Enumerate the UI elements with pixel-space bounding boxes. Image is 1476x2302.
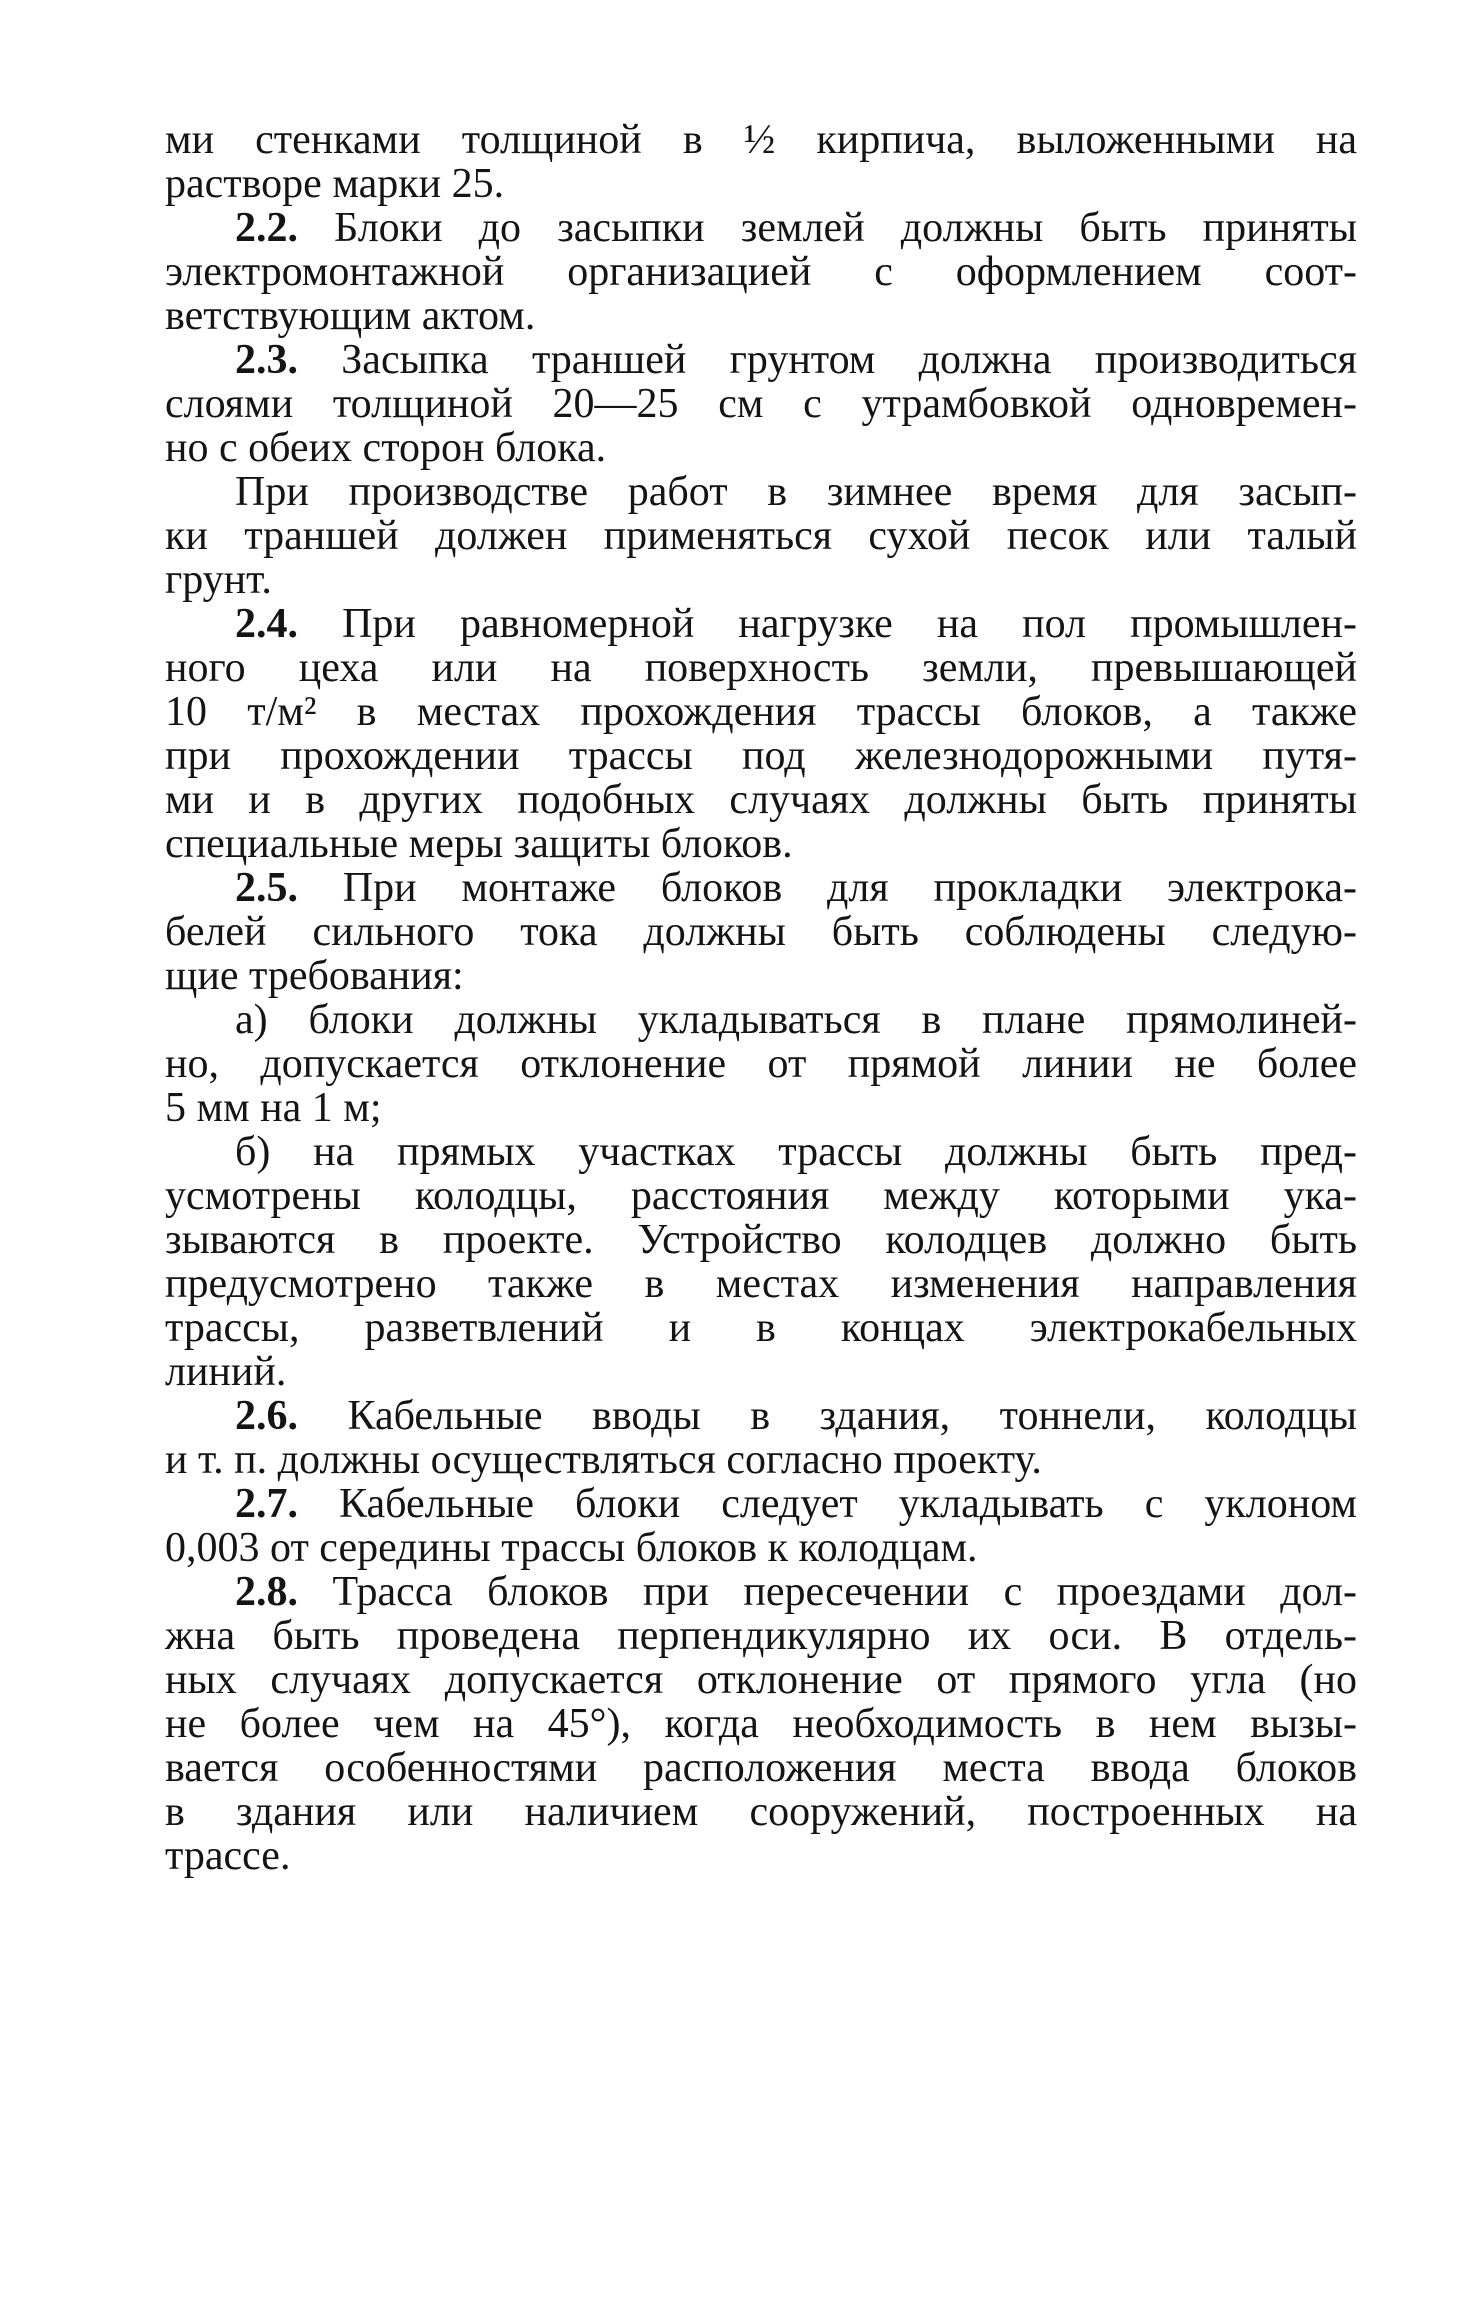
text-line: 0,003 от середины трассы блоков к колодцам. [165,1525,978,1571]
section-number: 2.4. [235,601,298,647]
text-span: Блоки до засыпки землей должны быть приняты [298,205,1357,251]
section-number: 2.3. [235,337,298,383]
text-span: Кабельные блоки следует укладывать с уклоном [298,1481,1357,1527]
text-span: При равномерной нагрузке на пол промышлен- [298,601,1357,647]
text-line [165,1570,1357,1614]
section-number: 2.7. [235,1481,298,1527]
text-line: линий. [165,1349,287,1395]
text-line: ми и в других подобных случаях должны быть приняты [165,777,1357,823]
text-line: жна быть проведена перпендикулярно их оси. В отдель- [165,1613,1357,1659]
text-line: При производстве работ в зимнее время для засып- [235,469,1357,515]
text-line: грунт. [165,557,272,603]
document-page [165,118,1357,1878]
text-line: зываются в проекте. Устройство колодцев должно быть [165,1217,1357,1263]
paragraph-2-2 [165,206,1357,338]
text-line: не более чем на 45°), когда необходимость в нем вызы- [165,1701,1357,1747]
section-number: 2.6. [235,1393,298,1439]
paragraph-2-8 [165,1570,1357,1878]
text-line: усмотрены колодцы, расстояния между которыми ука- [165,1173,1357,1219]
text-line: 10 т/м² в местах прохождения трассы блоков, а также [165,689,1357,735]
paragraph-item-a [165,998,1357,1130]
paragraph-2-7 [165,1482,1357,1570]
text-span: Трасса блоков при пересечении с проездами дол- [298,1569,1357,1615]
text-line: ки траншей должен применяться сухой песок или талый [165,513,1357,559]
text-line: и т. п. должны осуществляться согласно проекту. [165,1437,1042,1483]
section-number: 2.5. [235,865,298,911]
text-line: но с обеих сторон блока. [165,425,607,471]
text-line [165,1394,1357,1438]
paragraph-2-6 [165,1394,1357,1482]
text-line: специальные меры защиты блоков. [165,821,793,867]
text-span: Кабельные вводы в здания, тоннели, колодцы [298,1393,1357,1439]
section-number: 2.8. [235,1569,298,1615]
text-line: белей сильного тока должны быть соблюдены следую- [165,909,1357,955]
text-line: предусмотрено также в местах изменения направления [165,1261,1357,1307]
text-line: но, допускается отклонение от прямой линии не более [165,1041,1357,1087]
paragraph-winter [165,470,1357,602]
text-line: слоями толщиной 20—25 см с утрамбовкой одновремен- [165,381,1357,427]
text-line [165,866,1357,910]
text-line: вается особенностями расположения места ввода блоков [165,1745,1357,1791]
text-line [165,338,1357,382]
text-line: ветствующим актом. [165,293,536,339]
paragraph-2-5 [165,866,1357,998]
section-number: 2.2. [235,205,298,251]
paragraph-2-4 [165,602,1357,866]
paragraph-2-3 [165,338,1357,470]
text-line: трассы, разветвлений и в концах электрокабельных [165,1305,1357,1351]
text-line: а) блоки должны укладываться в плане прямолиней- [235,997,1357,1043]
text-line: трассе. [165,1833,291,1879]
text-line: ми стенками толщиной в ½ кирпича, выложенными на [165,117,1357,163]
text-line [165,206,1357,250]
text-line: растворе марки 25. [165,161,505,207]
text-line: электромонтажной организацией с оформлением соот- [165,249,1357,295]
text-span: Засыпка траншей грунтом должна производиться [298,337,1357,383]
text-line: ных случаях допускается отклонение от прямого угла (но [165,1657,1357,1703]
text-line: б) на прямых участках трассы должны быть пред- [235,1129,1357,1175]
text-line: ного цеха или на поверхность земли, превышающей [165,645,1357,691]
text-line: в здания или наличием сооружений, построенных на [165,1789,1357,1835]
text-line: 5 мм на 1 м; [165,1085,382,1131]
text-line: щие требования: [165,953,464,999]
paragraph-item-b [165,1130,1357,1394]
text-span: При монтаже блоков для прокладки электрока- [298,865,1357,911]
text-line [165,602,1357,646]
paragraph-continuation [165,118,1357,206]
text-line [165,1482,1357,1526]
text-line: при прохождении трассы под железнодорожными путя- [165,733,1357,779]
